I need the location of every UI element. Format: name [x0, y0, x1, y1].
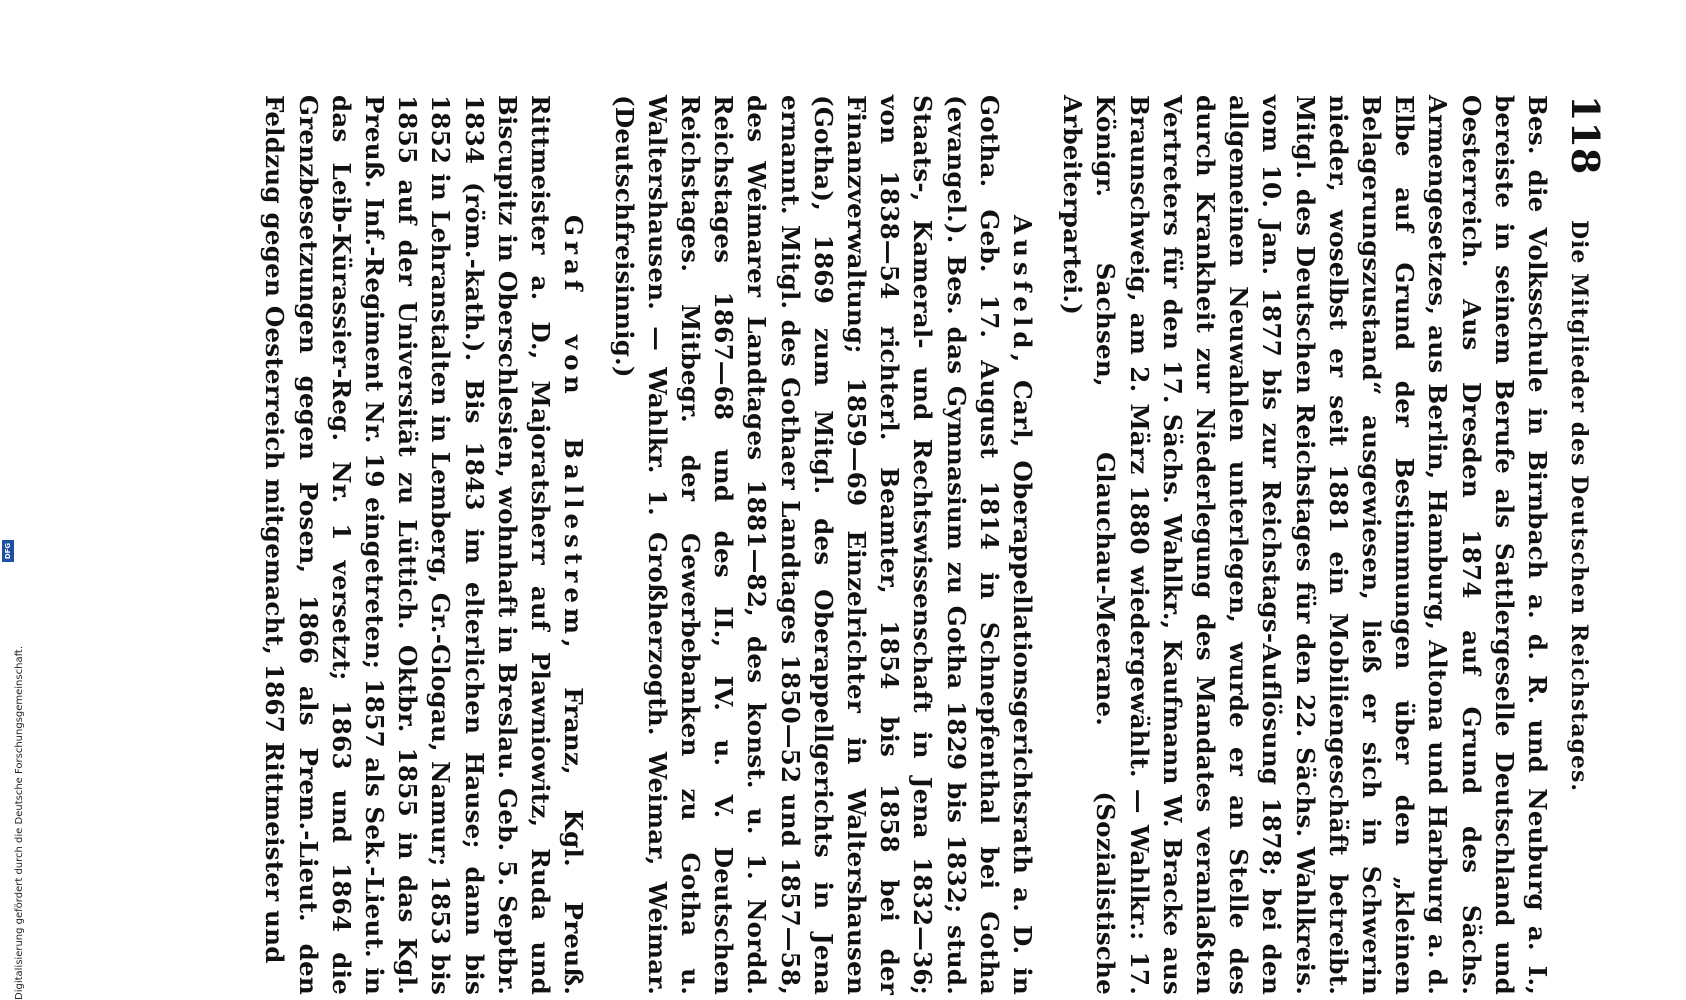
dfg-logo-icon	[2, 540, 14, 562]
book-page	[90, 95, 1610, 995]
entry-text: Carl, Oberappellationsgerichtsrath a. D. in Gotha. Geb. 17. August 1814 in Schnepfenthal bei Gotha (evangel.). Bes. das Gymnasium zu Gotha 1829 bis 1832; stud. Staats-, Kameral- und Rechtswissenschaft in Jena 1832—36; von 1838—54 richterl. Beamter, 1854 bis 1858 bei der Finanzverwaltung; 1859—69 Einzelrichter in Waltershausen (Gotha), 1869 zum Mitgl. des Oberappellgerichts in Jena ernannt. Mitgl. des Gothaer Landtages 1850—52 und 1857—58, des Weimarer Landtages 1881—82, des konst. u. 1. Nordd. Reichstages 1867—68 und des II., IV. u. V. Deutschen Reichstages. Mitbegr. der Gewerbebanken zu Gotha u. Waltershausen. — Wahlkr. 1. Großherzogth. Weimar, Weimar. (Deutschfreisinnig.)	[609, 95, 1037, 995]
entry-ausfeld	[607, 95, 1039, 995]
page-header	[1550, 95, 1610, 995]
running-title: Die Mitglieder des Deutschen Reichstages.	[1566, 220, 1592, 793]
entry-name: Ausfeld,	[1007, 215, 1037, 368]
body-text	[258, 95, 1554, 995]
entry-ballestrem	[258, 95, 590, 995]
entry-name: Graf von Ballestrem,	[559, 215, 589, 653]
entry-text: Bes. die Volksschule in Birnbach a. d. R. und Neuburg a. I., bereiste in seinem Berufe als Sattlergeselle Deutschland und Oesterreich. Aus Dresden 1874 auf Grund des Sächs. Armengesetzes, aus Berlin, Hamburg, Altona und Harburg a. d. Elbe auf Grund der Bestimmungen über den „kleinen Belagerungszustand“ ausgewiesen, ließ er sich in Schwerin nieder, woselbst er seit 1881 ein Mobiliengeschäft betreibt. Mitgl. des Deutschen Reichstages für den 22. Sächs. Wahlkreis. vom 10. Jan. 1877 bis zur Reichstags-Auflösung 1878; bei den allgemeinen Neuwahlen unterlegen, wurde er an Stelle des durch Krankheit zur Niederlegung des Mandates veranlaßten Vertreters für den 17. Sächs. Wahlkr., Kaufmann W. Bracke aus Braunschweig, am 2. März 1880 wiedergewählt. — Wahlkr.: 17. Königr. Sachsen, Glauchau-Meerane. (Sozialistische Arbeiterpartei.)	[1058, 95, 1552, 995]
dfg-logo-text: DFG	[4, 542, 12, 560]
entry-text: Franz, Kgl. Preuß. Rittmeister a. D., Majoratsherr auf Plawniowitz, Ruda und Biscupitz in Oberschlesien, wohnhaft in Breslau. Geb. 5. Septbr. 1834 (röm.-kath.). Bis 1843 im elterlichen Hause; dann bis 1852 in Lehranstalten in Lemberg, Gr.-Glogau, Namur; 1853 bis 1855 auf der Universität zu Lüttich. Oktbr. 1855 in das Kgl. Preuß. Inf.-Regiment Nr. 19 eingetreten; 1857 als Sek.-Lieut. in das Leib-Kürassier-Reg. Nr. 1 versetzt; 1863 und 1864 die Grenzbesetzungen gegen Posen, 1866 als Prem.-Lieut. den Feldzug gegen Oesterreich mitgemacht, 1867 Rittmeister und	[260, 95, 589, 995]
page-number: 118	[1563, 95, 1608, 175]
entry-continuation	[1056, 95, 1554, 995]
credit-text: Digitalisierung gefördert durch die Deutsche Forschungsgemeinschaft.	[14, 645, 25, 1000]
footer-credit	[0, 540, 25, 1000]
